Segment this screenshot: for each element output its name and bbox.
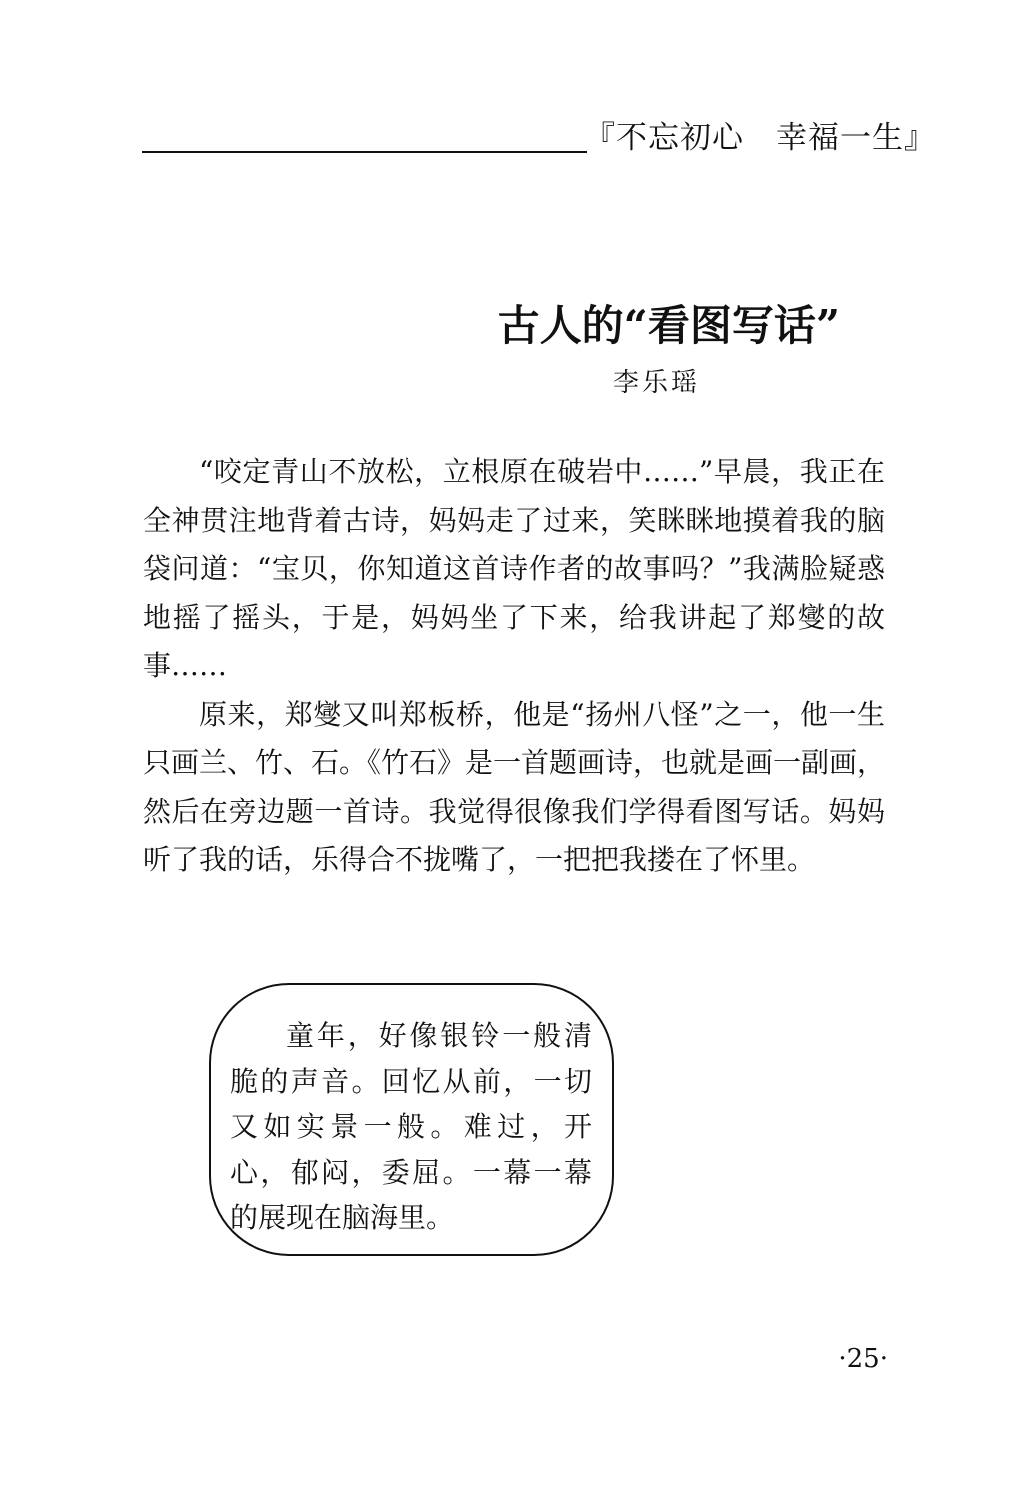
paragraph-2: 原来，郑燮又叫郑板桥，他是“扬州八怪”之一，他一生只画兰、竹、石。《竹石》是一首题画诗，也就是画一副画，然后在旁边题一首诗。我觉得很像我们学得看图写话。妈妈听了我的话，乐得合不拢嘴了，一把把我搂在了怀里。 — [143, 697, 886, 876]
paragraph-1: “咬定青山不放松，立根原在破岩中……”早晨，我正在全神贯注地背着古诗，妈妈走了过来，笑眯眯地摸着我的脑袋问道：“宝贝，你知道这首诗作者的故事吗？”我满脸疑惑地摇了摇头，于是，妈妈坐了下来，给我讲起了郑燮的故事…… — [143, 455, 885, 682]
article-author: 李乐瑶 — [612, 368, 700, 398]
page-number: ·25· — [838, 1344, 888, 1374]
running-header: 『不忘初心 幸福一生』 — [584, 120, 936, 156]
article-body — [143, 448, 885, 885]
article-title: 古人的“看图写话” — [497, 301, 840, 350]
header-rule — [142, 151, 587, 153]
comment-bubble-text: 童年，好像银铃一般清脆的声音。回忆从前，一切又如实景一般。难过，开心，郁闷，委屈。一幕一幕的展现在脑海里。 — [230, 1019, 592, 1234]
